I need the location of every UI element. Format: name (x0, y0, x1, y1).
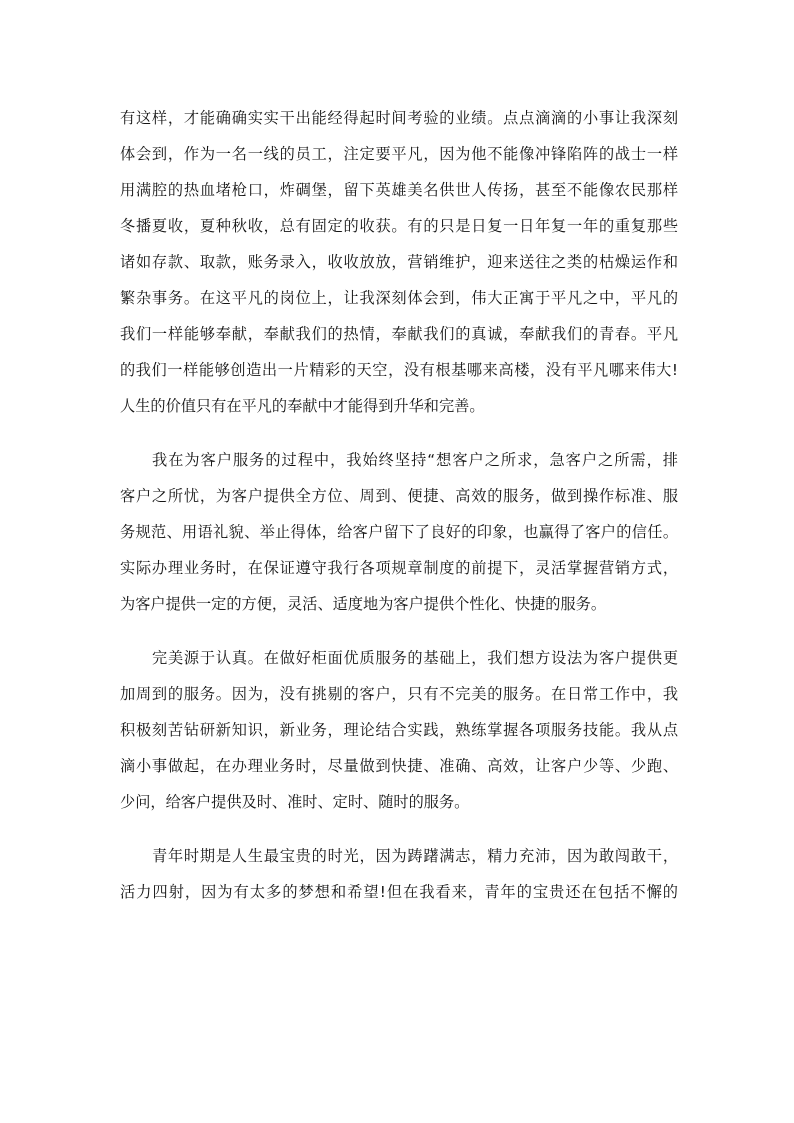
text-line: 滴小事做起，在办理业务时，尽量做到快捷、准确、高效，让客户少等、少跑、 (120, 757, 678, 775)
paragraph-4 (120, 838, 678, 910)
paragraph-2 (120, 442, 678, 622)
text-line: 完美源于认真。在做好柜面优质服务的基础上，我们想方设法为客户提供更 (152, 649, 678, 667)
text-line: 我们一样能够奉献，奉献我们的热情，奉献我们的真诚，奉献我们的青春。平凡 (120, 325, 678, 343)
text-line: 体会到，作为一名一线的员工，注定要平凡，因为他不能像冲锋陷阵的战士一样 (120, 145, 678, 163)
text-line: 活力四射，因为有太多的梦想和希望!但在我看来，青年的宝贵还在包括不懈的 (120, 883, 678, 901)
text-line: 冬播夏收，夏种秋收，总有固定的收获。有的只是日复一日年复一年的重复那些 (120, 217, 678, 235)
text-line: 青年时期是人生最宝贵的时光，因为踌躇满志，精力充沛，因为敢闯敢干， (152, 847, 678, 865)
text-line: 积极刻苦钻研新知识，新业务，理论结合实践，熟练掌握各项服务技能。我从点 (120, 721, 678, 739)
text-line: 加周到的服务。因为，没有挑剔的客户，只有不完美的服务。在日常工作中，我 (120, 685, 678, 703)
text-line: 的我们一样能够创造出一片精彩的天空，没有根基哪来高楼，没有平凡哪来伟大! (120, 361, 678, 379)
text-line: 有这样，才能确确实实干出能经得起时间考验的业绩。点点滴滴的小事让我深刻 (120, 109, 678, 127)
text-line: 实际办理业务时，在保证遵守我行各项规章制度的前提下，灵活掌握营销方式， (120, 559, 678, 577)
text-line: 为客户提供一定的方便，灵活、适度地为客户提供个性化、快捷的服务。 (120, 595, 606, 613)
text-line: 我在为客户服务的过程中，我始终坚持“想客户之所求，急客户之所需，排 (152, 451, 678, 469)
text-line: 少问，给客户提供及时、准时、定时、随时的服务。 (120, 793, 470, 811)
text-line: 人生的价值只有在平凡的奉献中才能得到升华和完善。 (120, 397, 485, 415)
text-line: 诸如存款、取款，账务录入，收收放放，营销维护，迎来送往之类的枯燥运作和 (120, 253, 678, 271)
text-line: 客户之所忧，为客户提供全方位、周到、便捷、高效的服务，做到操作标准、服 (120, 487, 678, 505)
text-line: 务规范、用语礼貌、举止得体，给客户留下了良好的印象，也赢得了客户的信任。 (120, 523, 678, 541)
paragraph-1 (120, 100, 678, 424)
document-body (120, 100, 678, 928)
text-line: 用满腔的热血堵枪口，炸碉堡，留下英雄美名供世人传扬，甚至不能像农民那样 (120, 181, 678, 199)
text-line: 繁杂事务。在这平凡的岗位上，让我深刻体会到，伟大正寓于平凡之中，平凡的 (120, 289, 678, 307)
paragraph-3 (120, 640, 678, 820)
